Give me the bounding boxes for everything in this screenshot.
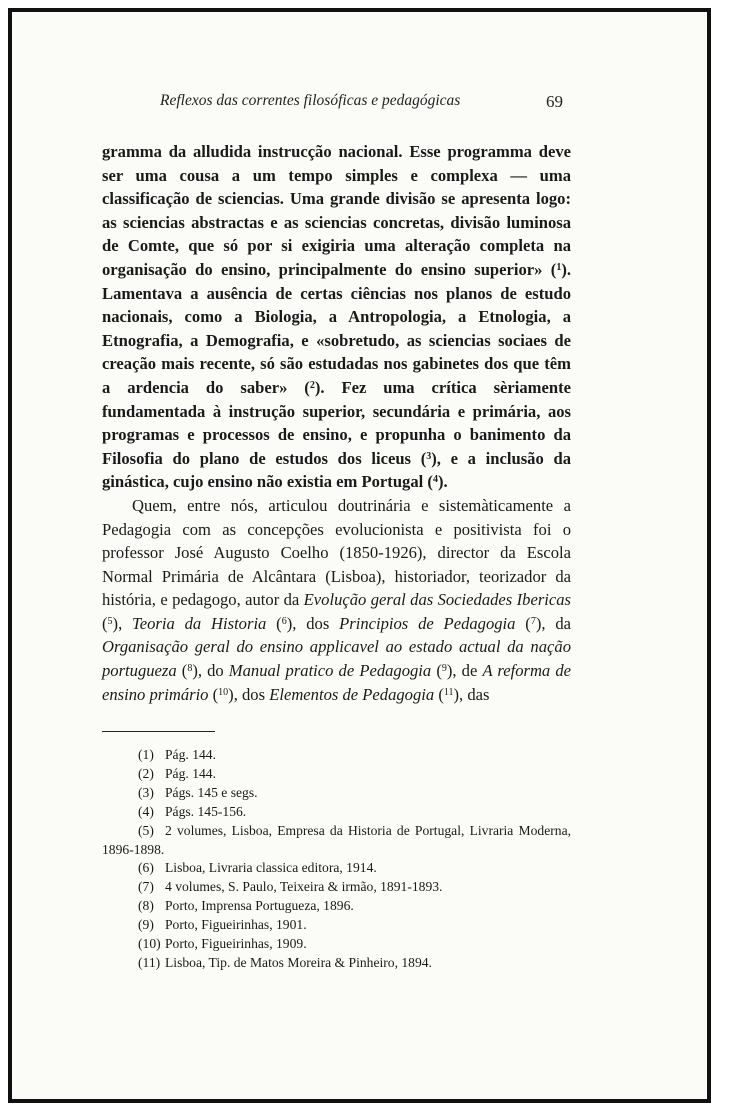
footnote-item <box>102 822 571 860</box>
page-frame <box>8 8 711 1103</box>
footnote-item <box>102 897 571 916</box>
footnote-ref[interactable]: 9 <box>441 663 447 675</box>
book-title: Elementos de Pedagogia <box>269 684 435 704</box>
footnote-ref[interactable]: 1 <box>556 261 562 273</box>
footnote-text: Págs. 145 e segs. <box>165 784 258 800</box>
footnote-mark: (9) <box>138 917 154 933</box>
footnote-ref[interactable]: 6 <box>281 615 287 627</box>
footnote-item <box>102 954 571 973</box>
main-text <box>102 140 571 706</box>
footnote-ref[interactable]: 2 <box>309 379 315 391</box>
footnote-text: Pág. 144. <box>165 765 216 781</box>
footnote-item <box>102 803 571 822</box>
footnote-item <box>102 765 571 784</box>
book-title: Evolução geral das Sociedades Ibericas <box>303 590 572 610</box>
footnote-mark: (7) <box>138 879 154 895</box>
footnote-text: Lisboa, Tip. de Matos Moreira & Pinheiro, 1894. <box>165 954 432 970</box>
footnote-text: Lisboa, Livraria classica editora, 1914. <box>165 860 377 876</box>
footnote-item <box>102 935 571 954</box>
footnote-mark: (10) <box>138 936 161 952</box>
footnote-text: 2 volumes, Lisboa, Empresa da Historia de Portugal, Livraria Moderna, 1896-1898. <box>102 822 571 857</box>
footnote-item <box>102 916 571 935</box>
footnote-item <box>102 746 571 765</box>
footnote-text: Porto, Figueirinhas, 1909. <box>165 936 307 952</box>
footnote-mark: (2) <box>138 765 154 781</box>
footnote-item <box>102 784 571 803</box>
footnote-mark: (5) <box>138 822 154 838</box>
book-title: Manual pratico de Pedagogia <box>228 661 432 681</box>
book-title: A reforma de ensino primário <box>102 661 571 704</box>
running-title: Reflexos das correntes filosóficas e pedagógicas <box>160 92 461 109</box>
footnote-text: Pág. 144. <box>165 747 216 762</box>
footnote-text: Porto, Imprensa Portugueza, 1896. <box>165 898 354 914</box>
footnote-mark: (8) <box>138 898 154 914</box>
footnote-text: Págs. 145-156. <box>165 803 247 819</box>
page-number: 69 <box>546 92 563 111</box>
footnote-divider <box>102 731 215 732</box>
footnote-ref[interactable]: 4 <box>432 474 438 486</box>
footnote-ref[interactable]: 3 <box>426 450 432 462</box>
footnote-text: Porto, Figueirinhas, 1901. <box>165 917 307 933</box>
footnote-item <box>102 878 571 897</box>
footnote-mark: (11) <box>138 954 161 970</box>
footnote-mark: (3) <box>138 784 154 800</box>
footnote-ref[interactable]: 8 <box>187 663 193 675</box>
paragraph-1: gramma da alludida instrucção nacional. Esse programma deve ser uma cousa a um tempo simples e complexa — uma classificação de sciencias. Uma grande divisão se apresenta logo: as sciencias abstractas e as sciencias concretas, divisão luminosa de Comte, que só por si exigiria uma alteração completa na organisação do ensino, principalmente do ensino superior» ($^1$). Lamentava a ausência de certas ciências nos planos de estudo nacionais, como a Biologia, a Antropologia, a Etnologia, a Etnografia, a Demografia, e «sobretudo, as sciencias sociaes de creação mais recente, só são estudadas nos gabinetes dos que têm a ardencia do saber» ($^2$). Fez uma crítica sèriamente fundamentada à instrução superior, secundária e primária, aos programas e processos de ensino, e propunha o banimento da Filosofia do plano de estudos dos liceus ($^3$), e a inclusão da ginástica, cujo ensino não existia em Portugal ($^4$). <box>102 142 571 492</box>
paragraph-2: Quem, entre nós, articulou doutrinária e sistemàticamente a Pedagogia com as concepções evolucionista e positivista foi o professor José Augusto Coelho (1850-1926), director da Escola Normal Primária de Alcântara (Lisboa), historiador, teorizador da história, e pedagogo, autor da Evolução geral das Sociedades Ibericas ($^5$), Teoria da Historia ($^6$), dos Principios de Pedagogia ($^7$), da Organisação geral do ensino applicavel ao estado actual da nação portugueza ($^8$), do Manual pratico de Pedagogia ($^9$), de A reforma de ensino primário ($^{10}$), dos Elementos de Pedagogia ($^{11}$), das <box>102 495 572 704</box>
footnote-ref[interactable]: 5 <box>107 615 113 627</box>
running-header <box>160 92 580 110</box>
footnote-item <box>102 859 571 878</box>
footnote-mark: (1) <box>138 747 154 762</box>
book-title: Organisação geral do ensino applicavel ao estado actual da nação portugueza <box>102 637 571 681</box>
book-title: Teoria da Historia <box>132 613 267 633</box>
footnote-mark: (6) <box>138 860 154 876</box>
footnote-ref[interactable]: 10 <box>218 686 229 698</box>
book-title: Principios de Pedagogia <box>339 613 516 633</box>
footnote-text: 4 volumes, S. Paulo, Teixeira & irmão, 1891-1893. <box>165 879 443 895</box>
footnotes <box>102 746 571 973</box>
footnote-mark: (4) <box>138 803 154 819</box>
footnote-ref[interactable]: 11 <box>443 686 454 698</box>
footnote-ref[interactable]: 7 <box>530 615 536 627</box>
